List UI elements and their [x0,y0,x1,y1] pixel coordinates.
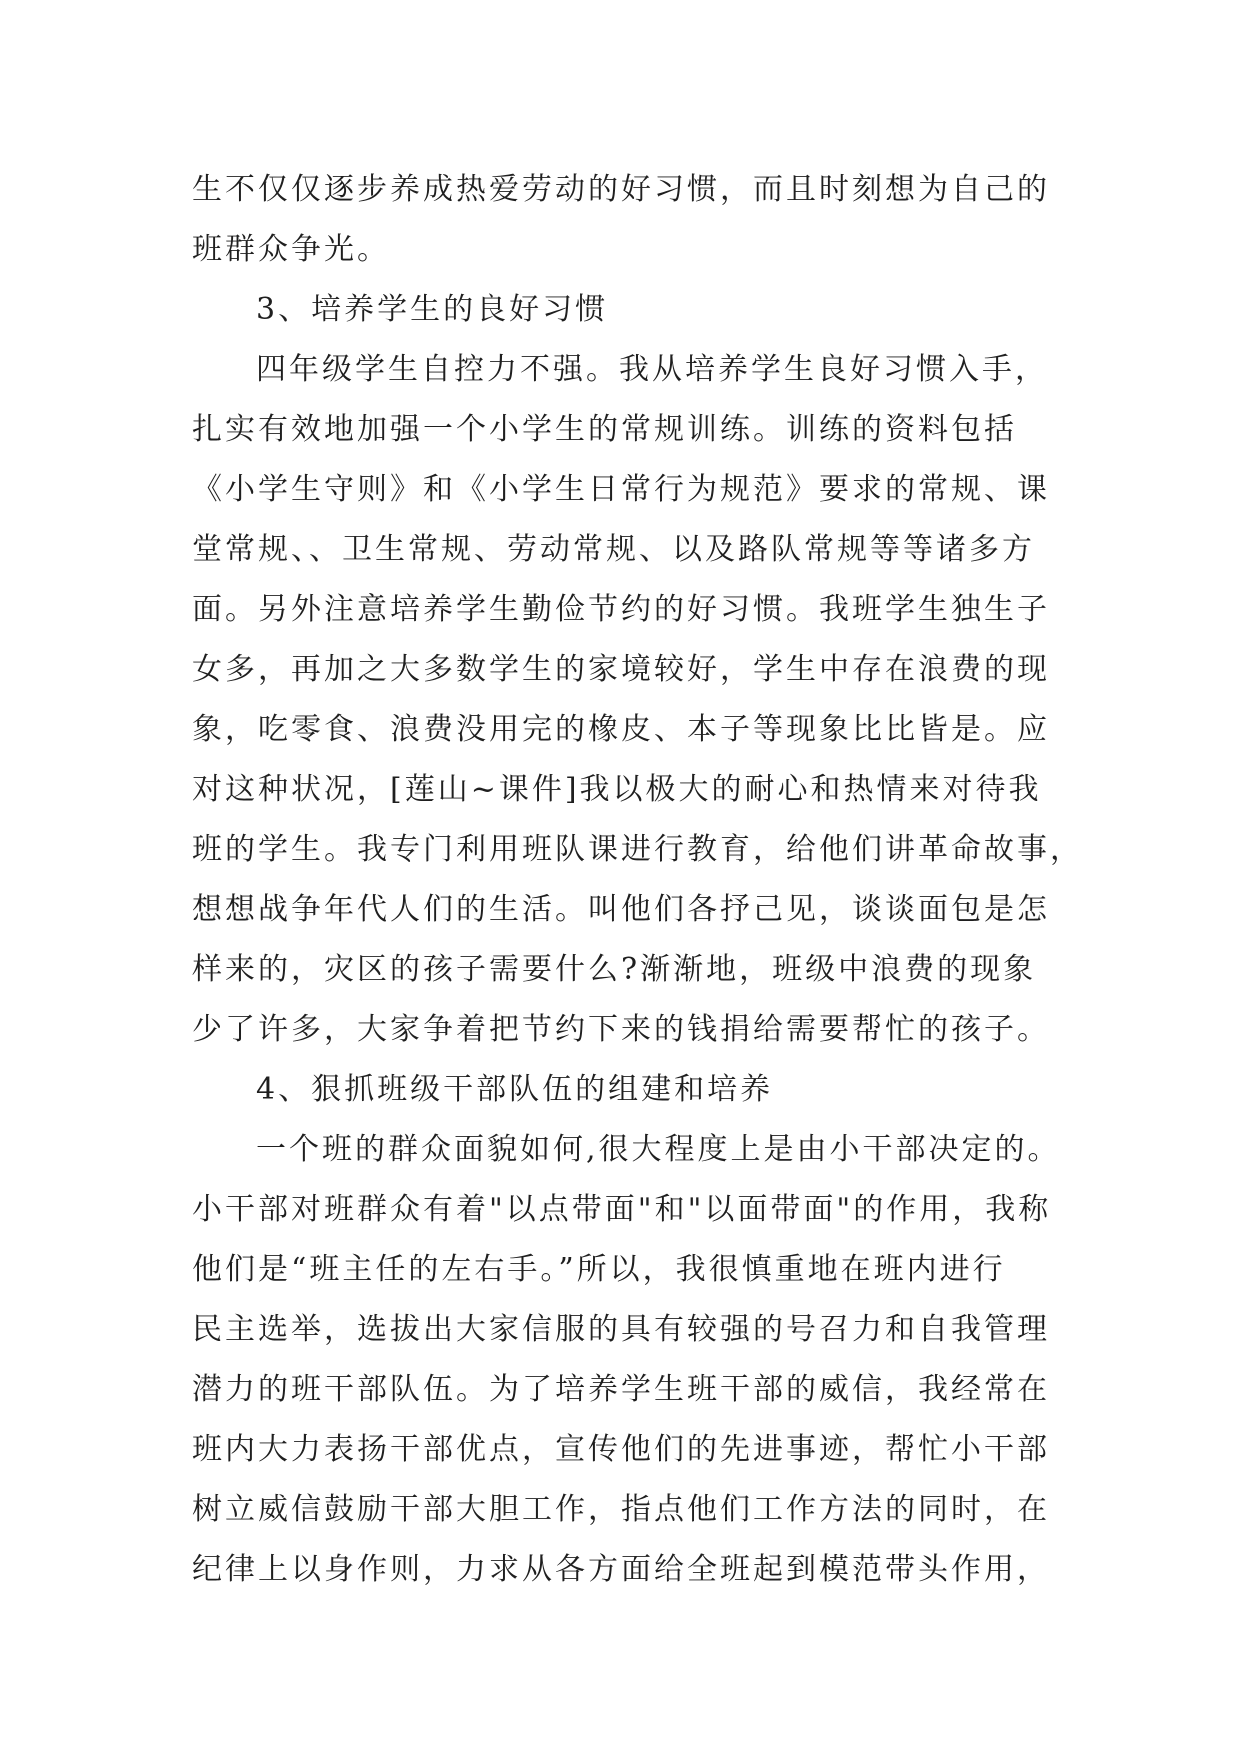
text-line: 纪律上以身作则，力求从各方面给全班起到模范带头作用， [192,1552,1050,1587]
text-line: 堂常规、、卫生常规、劳动常规、以及路队常规等等诸多方 [192,532,1035,567]
text-line: 班的学生。我专门利用班队课进行教育，给他们讲革命故事， [192,832,1083,867]
text-line: 潜力的班干部队伍。为了培养学生班干部的威信，我经常在 [192,1372,1050,1407]
paragraph-start: 一个班的群众面貌如何,很大程度上是由小干部决定的。 [256,1132,1061,1167]
text-line: 象，吃零食、浪费没用完的橡皮、本子等现象比比皆是。应 [192,712,1050,747]
text-line: 面。另外注意培养学生勤俭节约的好习惯。我班学生独生子 [192,592,1050,627]
section-heading-4: 4、狠抓班级干部队伍的组建和培养 [256,1072,774,1107]
text-line: 少了许多，大家争着把节约下来的钱捐给需要帮忙的孩子。 [192,1012,1050,1047]
text-line: 他们是“班主任的左右手。”所以，我很慎重地在班内进行 [192,1252,1006,1287]
text-line: 《小学生守则》和《小学生日常行为规范》要求的常规、课 [192,472,1050,507]
section-heading-3: 3、培养学生的良好习惯 [256,292,609,327]
paragraph-start: 四年级学生自控力不强。我从培养学生良好习惯入手， [256,352,1048,387]
text-line: 女多，再加之大多数学生的家境较好，学生中存在浪费的现 [192,652,1050,687]
body-text [192,160,1083,1600]
text-line: 对这种状况，[莲山~课件]我以极大的耐心和热情来对待我 [192,772,1042,807]
text-line: 生不仅仅逐步养成热爱劳动的好习惯，而且时刻想为自己的 [192,172,1050,207]
text-line: 班内大力表扬干部优点，宣传他们的先进事迹，帮忙小干部 [192,1432,1050,1467]
text-line: 树立威信鼓励干部大胆工作，指点他们工作方法的同时，在 [192,1492,1050,1527]
text-line: 想想战争年代人们的生活。叫他们各抒己见，谈谈面包是怎 [192,892,1050,927]
text-line: 民主选举，选拔出大家信服的具有较强的号召力和自我管理 [192,1312,1050,1347]
text-line: 班群众争光。 [192,232,390,267]
text-line: 小干部对班群众有着"以点带面"和"以面带面"的作用，我称 [192,1192,1052,1227]
text-line: 样来的，灾区的孩子需要什么?渐渐地，班级中浪费的现象 [192,952,1037,987]
text-line: 扎实有效地加强一个小学生的常规训练。训练的资料包括 [192,412,1017,447]
